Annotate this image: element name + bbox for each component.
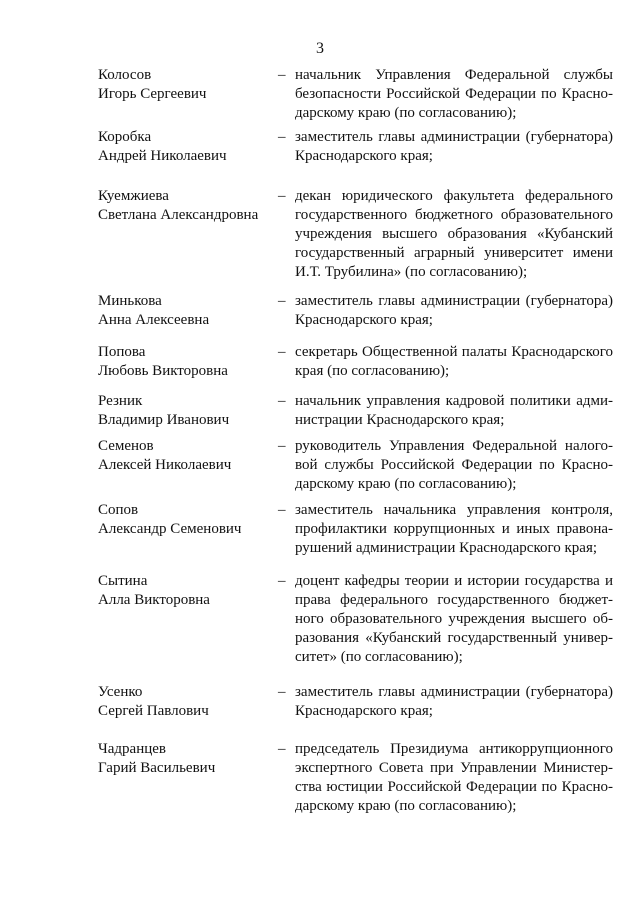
position-line: профилактики коррупционных и иных правона-	[295, 521, 613, 537]
position-line: Краснодарского края;	[295, 312, 433, 328]
position-line: учреждения высшего образования «Кубанский	[295, 226, 613, 242]
dash-separator: –	[278, 741, 286, 757]
member-position	[295, 292, 613, 330]
position-line: края (по согласованию);	[295, 363, 450, 379]
member-last-name: Минькова	[98, 293, 162, 309]
position-line: ства юстиции Российской Федерации по Красно-	[295, 779, 613, 795]
member-last-name: Коробка	[98, 129, 152, 145]
position-line: экспертного Совета при Управлении Министер-	[295, 760, 613, 776]
position-line: ситет» (по согласованию);	[295, 649, 463, 665]
member-position	[295, 128, 613, 166]
member-first-names: Александр Семенович	[98, 521, 242, 537]
page-number: 3	[316, 40, 324, 57]
member-first-names: Алла Викторовна	[98, 592, 210, 608]
member-first-names: Алексей Николаевич	[98, 457, 232, 473]
position-line: Краснодарского края;	[295, 703, 433, 719]
member-name	[98, 128, 268, 166]
position-line: ного образовательного учреждения высшего об-	[295, 611, 613, 627]
member-first-names: Светлана Александровна	[98, 207, 259, 223]
member-first-names: Игорь Сергеевич	[98, 86, 207, 102]
position-line: декан юридического факультета федерального	[295, 188, 613, 204]
member-name	[98, 187, 268, 225]
member-name	[98, 572, 268, 610]
member-last-name: Попова	[98, 344, 146, 360]
member-name	[98, 66, 268, 104]
position-line: председатель Президиума антикоррупционного	[295, 741, 613, 757]
member-position	[295, 501, 613, 558]
member-first-names: Анна Алексеевна	[98, 312, 210, 328]
position-line: права федерального государственного бюджет-	[295, 592, 613, 608]
position-line: нистрации Краснодарского края;	[295, 412, 505, 428]
member-last-name: Сопов	[98, 502, 139, 518]
member-position	[295, 66, 613, 123]
position-line: безопасности Российской Федерации по Красно-	[295, 86, 613, 102]
dash-separator: –	[278, 684, 286, 700]
member-position	[295, 437, 613, 494]
position-line: государственного бюджетного образовательного	[295, 207, 613, 223]
member-name	[98, 740, 268, 778]
dash-separator: –	[278, 67, 286, 83]
position-line: заместитель начальника управления контроля,	[295, 502, 613, 518]
position-line: дарскому краю (по согласованию);	[295, 798, 517, 814]
member-first-names: Гарий Васильевич	[98, 760, 216, 776]
member-last-name: Колосов	[98, 67, 152, 83]
dash-separator: –	[278, 293, 286, 309]
member-name	[98, 343, 268, 381]
member-position	[295, 572, 613, 667]
member-last-name: Резник	[98, 393, 143, 409]
member-position	[295, 343, 613, 381]
member-last-name: Сытина	[98, 573, 148, 589]
position-line: разования «Кубанский государственный универ-	[295, 630, 613, 646]
member-name	[98, 501, 268, 539]
dash-separator: –	[278, 573, 286, 589]
position-line: доцент кафедры теории и истории государства и	[295, 573, 613, 589]
member-name	[98, 683, 268, 721]
member-last-name: Куемжиева	[98, 188, 169, 204]
position-line: рушений администрации Краснодарского края;	[295, 540, 598, 556]
position-line: И.Т. Трубилина» (по согласованию);	[295, 264, 528, 280]
member-last-name: Семенов	[98, 438, 154, 454]
dash-separator: –	[278, 502, 286, 518]
position-line: заместитель главы администрации (губернатора)	[295, 293, 613, 309]
member-last-name: Чадранцев	[98, 741, 166, 757]
member-position	[295, 392, 613, 430]
position-line: секретарь Общественной палаты Краснодарского	[295, 344, 613, 360]
member-name	[98, 392, 268, 430]
position-line: вой службы Российской Федерации по Красно-	[295, 457, 613, 473]
member-first-names: Андрей Николаевич	[98, 148, 227, 164]
dash-separator: –	[278, 438, 286, 454]
member-name	[98, 292, 268, 330]
position-line: руководитель Управления Федеральной налого-	[295, 438, 613, 454]
dash-separator: –	[278, 188, 286, 204]
member-first-names: Владимир Иванович	[98, 412, 230, 428]
position-line: дарскому краю (по согласованию);	[295, 105, 517, 121]
dash-separator: –	[278, 344, 286, 360]
dash-separator: –	[278, 393, 286, 409]
member-first-names: Сергей Павлович	[98, 703, 209, 719]
position-line: заместитель главы администрации (губернатора)	[295, 684, 613, 700]
position-line: государственный аграрный университет имени	[295, 245, 613, 261]
position-line: заместитель главы администрации (губернатора)	[295, 129, 613, 145]
member-name	[98, 437, 268, 475]
member-position	[295, 740, 613, 816]
position-line: дарскому краю (по согласованию);	[295, 476, 517, 492]
dash-separator: –	[278, 129, 286, 145]
member-position	[295, 187, 613, 282]
member-last-name: Усенко	[98, 684, 143, 700]
position-line: Краснодарского края;	[295, 148, 433, 164]
member-first-names: Любовь Викторовна	[98, 363, 228, 379]
position-line: начальник управления кадровой политики адми-	[295, 393, 613, 409]
position-line: начальник Управления Федеральной службы	[295, 67, 613, 83]
member-position	[295, 683, 613, 721]
